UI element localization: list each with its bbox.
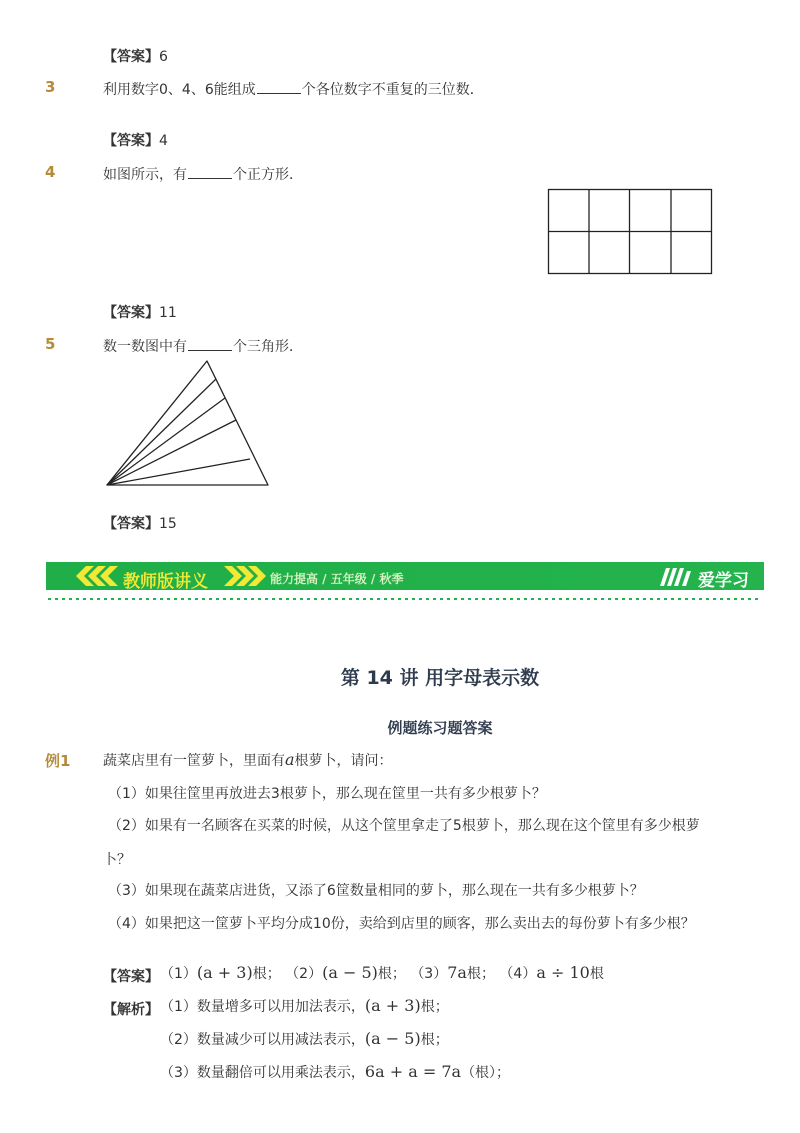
answer-label: 【答案】 [103,516,159,532]
answer-part-4-unit: 根 [589,966,604,982]
answer-label: 【答案】 [103,133,159,149]
triangle-fan-figure [100,356,275,491]
answer-part-4-prefix: （4） [499,966,537,982]
q3-answer [103,130,168,150]
answer-blank [188,350,232,351]
answer-value: 15 [159,516,177,532]
analysis-label: 【解析】 [103,1002,159,1018]
answer-value: 11 [159,305,177,321]
banner-breadcrumb: 能力提高 / 五年级 / 秋季 [270,572,404,586]
answer-label: 【答案】 [103,969,159,985]
answer-part-3-math: 7a [447,963,467,982]
banner-brand: 爱学习 [698,571,749,591]
analysis-line-3-unit: （根）； [461,1065,511,1081]
analysis-line-1-text: （1）数量增多可以用加法表示， [160,999,365,1015]
analysis-line-1-unit: 根； [420,999,449,1015]
intro-variable: a [285,750,295,769]
answer-part-1-prefix: （1） [160,966,197,982]
analysis-line-3-math: 6a + a = 7a [364,1062,462,1081]
question-number-4: 4 [45,163,56,181]
question-4-text [103,164,303,184]
answer-label: 【答案】 [103,49,159,65]
fan-line [107,459,250,485]
answer-part-3-unit: 根； [466,966,495,982]
lecture-banner [46,562,764,598]
answer-part-4-math: a ÷ 10 [536,963,590,982]
answer-label: 【答案】 [103,305,159,321]
answer-blank [257,93,301,94]
fan-line [107,420,236,485]
question-text-before: 利用数字0、4、6能组成 [103,82,256,98]
question-text-before: 数一数图中有 [103,339,187,355]
answer-part-2-math: (a − 5) [322,963,378,982]
question-number-5: 5 [45,335,56,353]
example-question-2-line-2: 卜？ [103,852,131,868]
example-intro [103,750,393,770]
question-number-3: 3 [45,78,56,96]
banner-left-title: 教师版讲义 [123,572,208,592]
example-question-3: （3）如果现在蔬菜店进货，又添了6筐数量相同的萝卜，那么现在一共有多少根萝卜？ [108,883,644,899]
analysis-line-2-text: （2）数量减少可以用减法表示， [160,1032,365,1048]
q4-answer [103,302,177,322]
intro-after: 根萝卜，请问： [294,753,393,769]
analysis-line-1 [160,996,449,1016]
answer-line [160,963,604,983]
answer-value: 6 [159,49,168,65]
analysis-line-2-math: (a − 5) [364,1029,421,1048]
answer-part-1-math: (a + 3) [196,963,253,982]
analysis-line-1-math: (a + 3) [364,996,421,1015]
question-5-text [103,336,303,356]
question-text-before: 如图所示，有 [103,167,187,183]
answer-part-2-prefix: （2） [285,966,323,982]
lecture-title: 第 14 讲 用字母表示数 [340,667,540,689]
example-label: 例1 [45,752,71,770]
analysis-line-2 [160,1029,449,1049]
answer-value: 4 [159,133,168,149]
question-text-after: 个各位数字不重复的三位数． [301,82,484,98]
section-title: 例题练习题答案 [387,719,493,737]
analysis-line-3 [160,1062,510,1082]
question-text-after: 个三角形． [233,339,303,355]
example-question-4: （4）如果把这一筐萝卜平均分成10份，卖给到店里的顾客，那么卖出去的每份萝卜有多少根？ [108,916,695,932]
intro-text: 蔬菜店里有一筐萝卜，里面有 [103,753,285,769]
analysis-line-3-text: （3）数量翻倍可以用乘法表示， [160,1065,365,1081]
answer-part-2-unit: 根； [377,966,406,982]
answer-blank [188,178,232,179]
q5-answer [103,513,177,533]
fan-line [107,379,216,485]
example-question-2-line-1: （2）如果有一名顾客在买菜的时候，从这个筐里拿走了5根萝卜，那么现在这个筐里有多少根萝 [108,818,700,834]
question-3-text [103,79,484,99]
answer-part-1-unit: 根； [252,966,281,982]
squares-grid-figure [547,188,713,276]
example-question-1: （1）如果往筐里再放进去3根萝卜，那么现在筐里一共有多少根萝卜？ [108,786,546,802]
q2-answer [103,46,168,66]
analysis-line-2-unit: 根； [420,1032,449,1048]
answer-part-3-prefix: （3） [410,966,448,982]
question-text-after: 个正方形． [233,167,303,183]
